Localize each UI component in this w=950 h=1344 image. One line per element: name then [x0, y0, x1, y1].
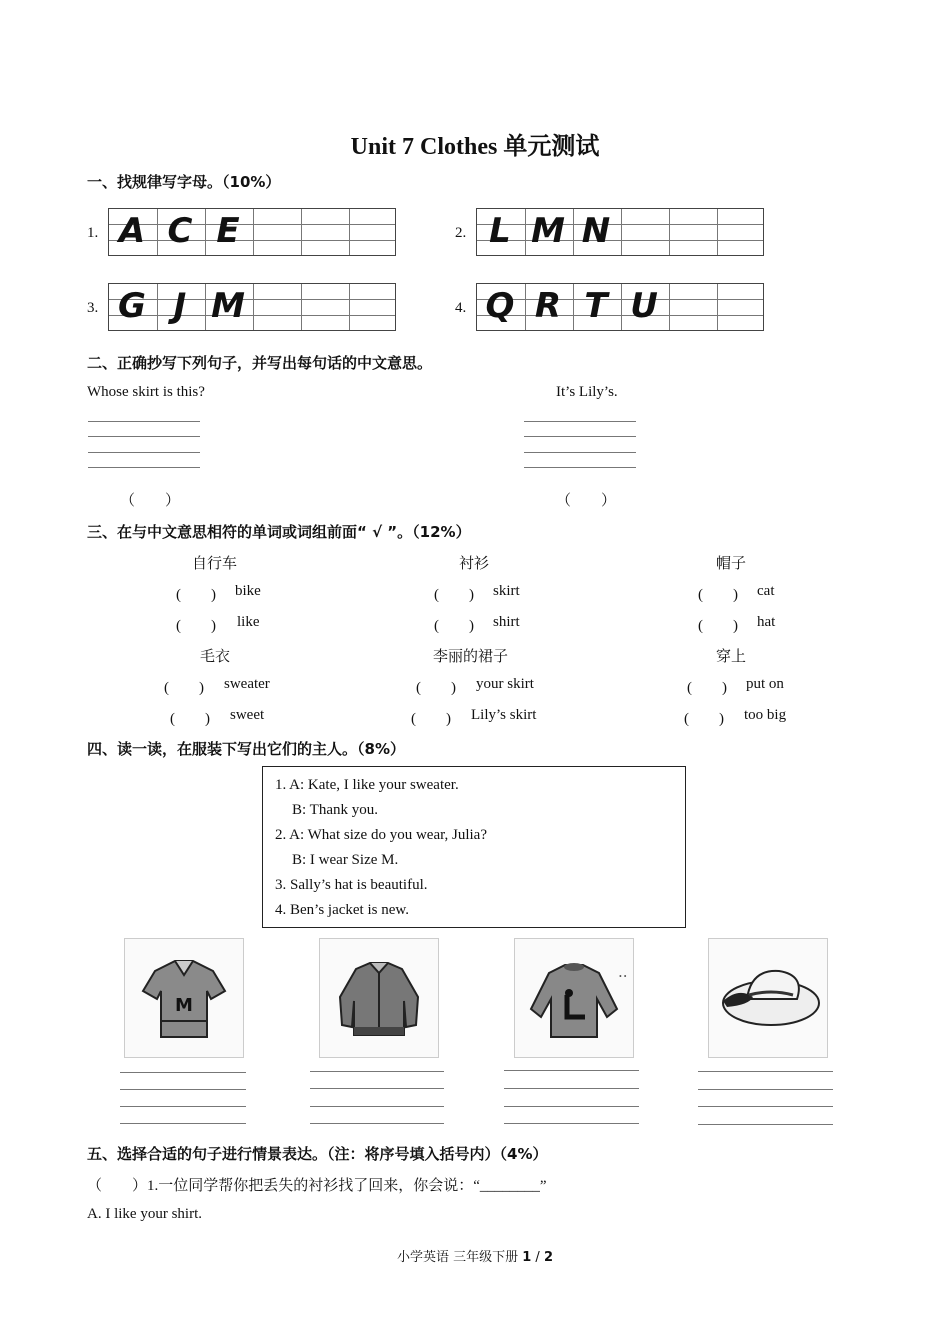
- owner-writing-line[interactable]: [504, 1123, 639, 1124]
- owner-writing-line[interactable]: [120, 1123, 246, 1124]
- jacket-icon: [319, 938, 439, 1058]
- dialogue-line-5: 3. Sally’s hat is beautiful.: [275, 877, 428, 893]
- letter-C: C: [167, 211, 193, 251]
- footer-text: 小学英语 三年级下册: [396, 1250, 523, 1265]
- sentence-its-lilys: It’s Lily’s.: [556, 384, 618, 400]
- svg-text:• •: • •: [619, 972, 627, 981]
- letter-M: M: [211, 286, 245, 326]
- letter-U: U: [630, 286, 658, 326]
- checkbox-paren[interactable]: ( ): [416, 680, 456, 696]
- option-a: A. I like your shirt.: [87, 1206, 202, 1222]
- letter-grid-2[interactable]: [476, 208, 764, 256]
- owner-writing-line[interactable]: [120, 1106, 246, 1107]
- item4-number: 4.: [455, 300, 467, 316]
- owner-writing-line[interactable]: [310, 1123, 444, 1124]
- checkbox-paren[interactable]: ( ): [170, 711, 210, 727]
- answer-paren-1[interactable]: （ ）: [120, 493, 181, 509]
- option-too-big: too big: [744, 707, 787, 723]
- section1-heading: 一、找规律写字母。（10%）: [87, 173, 281, 191]
- checkbox-paren[interactable]: ( ): [411, 711, 451, 727]
- owner-writing-line[interactable]: [120, 1089, 246, 1090]
- checkbox-paren[interactable]: ( ): [176, 587, 216, 603]
- letter-Q: Q: [485, 286, 515, 326]
- writing-line[interactable]: [88, 467, 200, 468]
- writing-line[interactable]: [524, 452, 636, 453]
- checkbox-paren[interactable]: ( ): [176, 618, 216, 634]
- answer-paren-2[interactable]: （ ）: [556, 493, 617, 509]
- dialogue-line-2: B: Thank you.: [292, 802, 378, 818]
- section2-heading: 二、正确抄写下列句子，并写出每句话的中文意思。: [87, 354, 433, 372]
- letter-A: A: [118, 211, 146, 251]
- letter-J: J: [173, 286, 187, 326]
- owner-writing-line[interactable]: [504, 1088, 639, 1089]
- option-skirt: skirt: [493, 583, 520, 599]
- option-sweet: sweet: [230, 707, 265, 723]
- letter-T: T: [584, 286, 608, 326]
- owner-writing-line[interactable]: [504, 1070, 639, 1071]
- polo-shirt-size-m-icon: [124, 938, 244, 1058]
- option-lilys-skirt: Lily’s skirt: [471, 707, 537, 723]
- cn-put-on: 穿上: [716, 649, 747, 665]
- option-bike: bike: [235, 583, 261, 599]
- item3-number: 3.: [87, 300, 99, 316]
- cn-hat: 帽子: [716, 556, 747, 572]
- dialogue-line-4: B: I wear Size M.: [292, 852, 399, 868]
- checkbox-paren[interactable]: ( ): [434, 618, 474, 634]
- page-footer: [0, 1246, 950, 1265]
- owner-writing-line[interactable]: [698, 1089, 833, 1090]
- option-shirt: shirt: [493, 614, 520, 630]
- owner-writing-line[interactable]: [310, 1106, 444, 1107]
- option-cat: cat: [757, 583, 775, 599]
- item1-number: 1.: [87, 225, 99, 241]
- dialogue-line-6: 4. Ben’s jacket is new.: [275, 902, 409, 918]
- writing-line[interactable]: [524, 421, 636, 422]
- letter-L: L: [489, 211, 511, 251]
- footer-sep: /: [531, 1250, 544, 1265]
- checkbox-paren[interactable]: ( ): [698, 618, 738, 634]
- section3-heading: 三、在与中文意思相符的单词或词组前面“ √ ”。（12%）: [87, 523, 471, 541]
- writing-line[interactable]: [524, 467, 636, 468]
- sentence-whose-skirt: Whose skirt is this?: [87, 384, 205, 400]
- cn-bicycle: 自行车: [192, 556, 238, 572]
- letter-M: M: [531, 211, 565, 251]
- option-your-skirt: your skirt: [476, 676, 534, 692]
- letter-G: G: [118, 286, 146, 326]
- cn-lilys-skirt: 李丽的裙子: [433, 649, 509, 665]
- section5-heading: 五、选择合适的句子进行情景表达。（注：将序号填入括号内）（4%）: [87, 1145, 548, 1163]
- owner-writing-line[interactable]: [310, 1088, 444, 1089]
- checkbox-paren[interactable]: ( ): [164, 680, 204, 696]
- owner-writing-line[interactable]: [120, 1072, 246, 1073]
- letter-N: N: [581, 211, 611, 251]
- option-hat: hat: [757, 614, 776, 630]
- question-1: （ ）1.一位同学帮你把丢失的衬衫找了回来，你会说：“________”: [87, 1178, 547, 1194]
- owner-writing-line[interactable]: [310, 1071, 444, 1072]
- letter-R: R: [534, 286, 562, 326]
- page-title: Unit 7 Clothes 单元测试: [350, 134, 600, 160]
- cn-shirt: 衬衫: [459, 556, 490, 572]
- option-like: like: [237, 614, 260, 630]
- cn-sweater: 毛衣: [200, 649, 231, 665]
- writing-line[interactable]: [88, 436, 200, 437]
- letter-grid-3[interactable]: [108, 283, 396, 331]
- section4-heading: 四、读一读，在服装下写出它们的主人。（8%）: [87, 740, 405, 758]
- hat-icon: [708, 938, 828, 1058]
- sweater-icon: [514, 938, 634, 1058]
- letter-grid-1[interactable]: [108, 208, 396, 256]
- footer-page: 1: [522, 1250, 532, 1265]
- option-sweater: sweater: [224, 676, 270, 692]
- owner-writing-line[interactable]: [698, 1124, 833, 1125]
- owner-writing-line[interactable]: [698, 1071, 833, 1072]
- checkbox-paren[interactable]: ( ): [684, 711, 724, 727]
- letter-E: E: [216, 211, 240, 251]
- writing-line[interactable]: [88, 421, 200, 422]
- dialogue-line-1: 1. A: Kate, I like your sweater.: [275, 777, 459, 793]
- checkbox-paren[interactable]: ( ): [687, 680, 727, 696]
- dialogue-line-3: 2. A: What size do you wear, Julia?: [275, 827, 487, 843]
- item2-number: 2.: [455, 225, 467, 241]
- owner-writing-line[interactable]: [504, 1106, 639, 1107]
- dialogue-box: [262, 766, 686, 928]
- size-label: M: [175, 995, 193, 1016]
- writing-line[interactable]: [88, 452, 200, 453]
- writing-line[interactable]: [524, 436, 636, 437]
- checkbox-paren[interactable]: ( ): [434, 587, 474, 603]
- option-put-on: put on: [746, 676, 784, 692]
- letter-grid-4[interactable]: [476, 283, 764, 331]
- owner-writing-line[interactable]: [698, 1106, 833, 1107]
- footer-total: 2: [543, 1250, 553, 1265]
- checkbox-paren[interactable]: ( ): [698, 587, 738, 603]
